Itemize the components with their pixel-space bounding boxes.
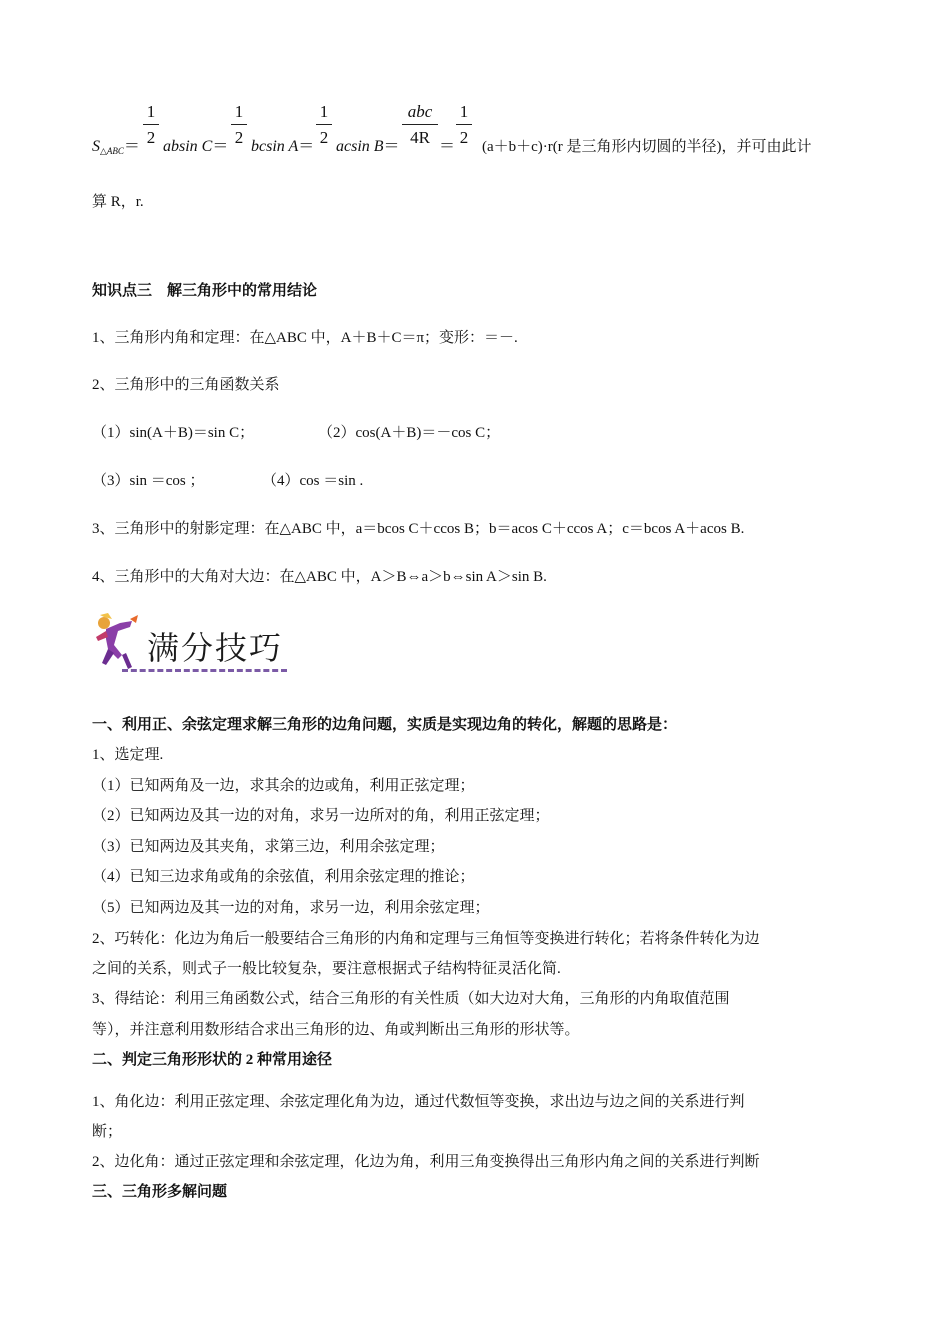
- tips-p1: 1、选定理.: [92, 747, 164, 763]
- formula-term-bcsinA: bcsin A＝: [251, 138, 315, 155]
- section3-item2-1: （1）sin(A＋B)＝sin C；: [92, 425, 255, 441]
- fraction-abc-4R: abc 4R: [402, 102, 438, 148]
- section3-item2-3: （3）sin ＝cos ；: [92, 473, 205, 489]
- tips-p1-1: （1）已知两角及一边，求其余的边或角，利用正弦定理；: [92, 778, 475, 794]
- tips-heading-1: 一、利用正、余弦定理求解三角形的边角问题，实质是实现边角的转化，解题的思路是：: [92, 717, 678, 733]
- tips-banner: [92, 611, 292, 681]
- area-formula-start: S△ABC＝: [92, 138, 140, 156]
- tips-p1-3: （3）已知两边及其夹角，求第三边，利用余弦定理；: [92, 839, 445, 855]
- section3-item2-4: （4）cos ＝sin .: [262, 473, 364, 489]
- fraction-half-3: 1 2: [316, 102, 332, 148]
- tips-p3-line1: 3、得结论：利用三角函数公式，结合三角形的有关性质（如大边对大角，三角形的内角取值范围: [92, 991, 730, 1007]
- tips-heading-2: 二、判定三角形形状的 2 种常用途径: [92, 1052, 333, 1068]
- tips-q2: 2、边化角：通过正弦定理和余弦定理，化边为角，利用三角变换得出三角形内角之间的关系进行判断: [92, 1154, 760, 1170]
- fraction-half-1: 1 2: [143, 102, 159, 148]
- section3-item2: 2、三角形中的三角函数关系: [92, 377, 280, 393]
- tips-q1-line1: 1、角化边：利用正弦定理、余弦定理化角为边，通过代数恒等变换，求出边与边之间的关系进行判: [92, 1094, 745, 1110]
- formula-term-acsinB: acsin B＝: [336, 138, 400, 155]
- formula-line2: 算 R，r.: [92, 194, 144, 210]
- formula-term-absinC: absin C＝: [163, 138, 229, 155]
- tips-p1-4: （4）已知三边求角或角的余弦值，利用余弦定理的推论；: [92, 869, 475, 885]
- tips-p1-5: （5）已知两边及其一边的对角，求另一边，利用余弦定理；: [92, 900, 490, 916]
- tips-p1-2: （2）已知两边及其一边的对角，求另一边所对的角，利用正弦定理；: [92, 808, 550, 824]
- banner-underline: [122, 669, 287, 672]
- section3-item1: 1、三角形内角和定理：在△ABC 中，A＋B＋C＝π；变形：＝－.: [92, 330, 518, 346]
- section3-item4: 4、三角形中的大角对大边：在△ABC 中，A＞B⇔a＞b⇔sin A＞sin B.: [92, 569, 547, 585]
- section3-heading: 知识点三 解三角形中的常用结论: [92, 283, 318, 299]
- tips-banner-title: 满分技巧: [147, 629, 284, 667]
- section3-item3: 3、三角形中的射影定理：在△ABC 中，a＝bcos C＋ccos B；b＝acos C＋ccos A；c＝bcos A＋acos B.: [92, 521, 745, 537]
- formula-inradius-text: (a＋b＋c)·r(r 是三角形内切圆的半径)，并可由此计: [482, 139, 812, 155]
- tips-q1-line2: 断；: [92, 1124, 123, 1140]
- tips-p3-line2: 等），并注意利用数形结合求出三角形的边、角或判断出三角形的形状等。: [92, 1022, 580, 1038]
- tips-p2-line2: 之间的关系，则式子一般比较复杂，要注意根据式子结构特征灵活化简.: [92, 961, 561, 977]
- fraction-half-2: 1 2: [231, 102, 247, 148]
- fraction-half-4: 1 2: [456, 102, 472, 148]
- section3-item2-2: （2）cos(A＋B)＝－cos C；: [318, 425, 501, 441]
- formula-eq: ＝: [439, 138, 456, 155]
- tips-p2-line1: 2、巧转化：化边为角后一般要结合三角形的内角和定理与三角恒等变换进行转化；若将条件转化为边: [92, 931, 760, 947]
- tips-heading-3: 三、三角形多解问题: [92, 1184, 228, 1200]
